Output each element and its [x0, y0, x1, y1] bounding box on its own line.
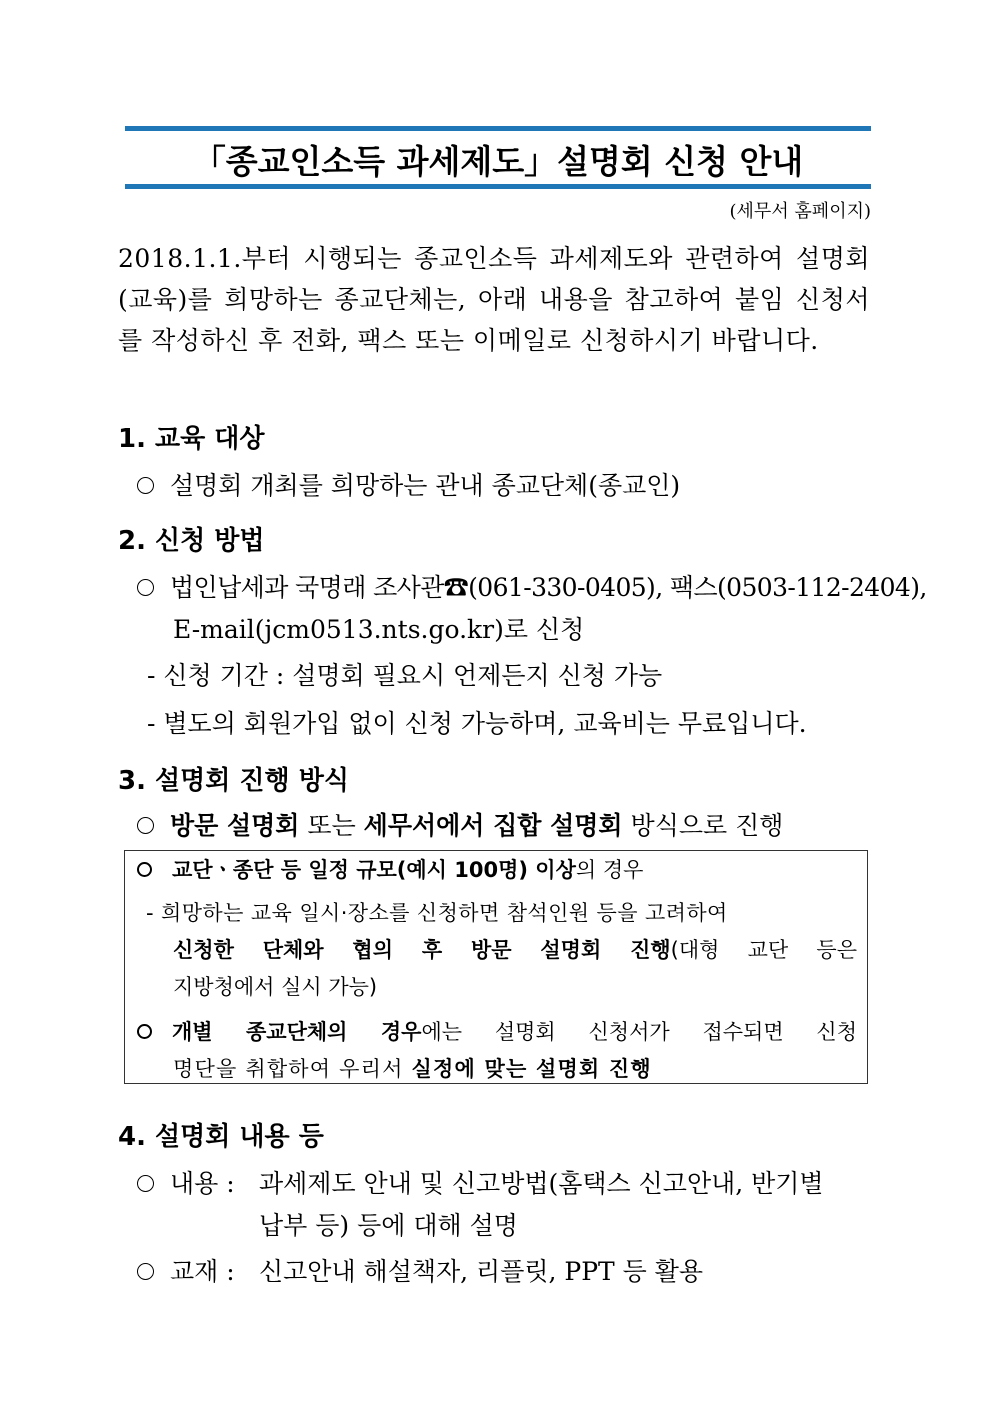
intro-paragraph: 2018.1.1.부터 시행되는 종교인소득 과세제도와 관련하여 설명회 (교육)를 희망하는 종교단체는, 아래 내용을 참고하여 붙임 신청서를 작성하신 후 전화, 팩스 또는 이메일로 신청하시기 바랍니다. — [118, 244, 870, 355]
section2-item-email: E-mail(jcm0513.nts.go.kr)로 신청 — [173, 615, 585, 644]
section1-item: 설명회 개최를 희망하는 관내 종교단체(종교인) — [137, 466, 680, 502]
bullet-circle-icon — [137, 1175, 154, 1192]
section4-item-material: 교재 : — [137, 1252, 235, 1288]
box-item-individual-line2: 명단을 취합하여 우리서 실정에 맞는 설명회 진행 — [173, 1057, 652, 1081]
section2-sub-period: - 신청 기간 : 설명회 필요시 언제든지 신청 가능 — [147, 661, 663, 690]
section2-heading: 2. 신청 방법 — [118, 526, 265, 556]
section3-item: 방문 설명회 또는 세무서에서 집합 설명회 방식으로 진행 — [137, 806, 783, 842]
method-detail-box — [124, 850, 868, 1084]
section4-item-content: 내용 : — [137, 1164, 235, 1200]
bullet-circle-icon — [137, 477, 154, 494]
section4-item-content-text2: 납부 등) 등에 대해 설명 — [259, 1211, 518, 1240]
section4-item-material-text: 신고안내 해설책자, 리플릿, PPT 등 활용 — [259, 1257, 704, 1286]
bullet-circle-icon — [137, 817, 154, 834]
section1-heading: 1. 교육 대상 — [118, 424, 265, 454]
box-sub-line3: 지방청에서 실시 가능) — [173, 975, 378, 999]
bullet-circle-icon — [137, 862, 152, 877]
section2-item: 법인납세과 국명래 조사관☎(061-330-0405), 팩스(0503-112-2404), — [137, 568, 927, 604]
box-item-individual-groups: 개별 종교단체의 경우에는 설명회 신청서가 접수되면 신청 — [137, 1016, 857, 1046]
title-bottom-rule — [125, 184, 871, 189]
title-top-rule — [125, 126, 871, 131]
bullet-circle-icon — [137, 579, 154, 596]
box-item-large-groups: 교단ㆍ종단 등 일정 규모(예시 100명) 이상의 경우 — [137, 854, 643, 884]
bullet-circle-icon — [137, 1024, 152, 1039]
section2-sub-fee: - 별도의 회원가입 없이 신청 가능하며, 교육비는 무료입니다. — [147, 709, 807, 738]
box-sub-line2: 신청한 단체와 협의 후 방문 설명회 진행(대형 교단 등은 — [173, 938, 857, 962]
page-title: 「종교인소득 과세제도」설명회 신청 안내 — [192, 142, 804, 181]
section4-item-content-text1: 과세제도 안내 및 신고방법(홈택스 신고안내, 반기별 — [259, 1169, 824, 1198]
source-note: (세무서 홈페이지) — [729, 201, 871, 222]
section4-heading: 4. 설명회 내용 등 — [118, 1122, 324, 1152]
bullet-circle-icon — [137, 1263, 154, 1280]
box-sub-line1: - 희망하는 교육 일시·장소를 신청하면 참석인원 등을 고려하여 — [146, 901, 728, 925]
section3-heading: 3. 설명회 진행 방식 — [118, 766, 349, 796]
